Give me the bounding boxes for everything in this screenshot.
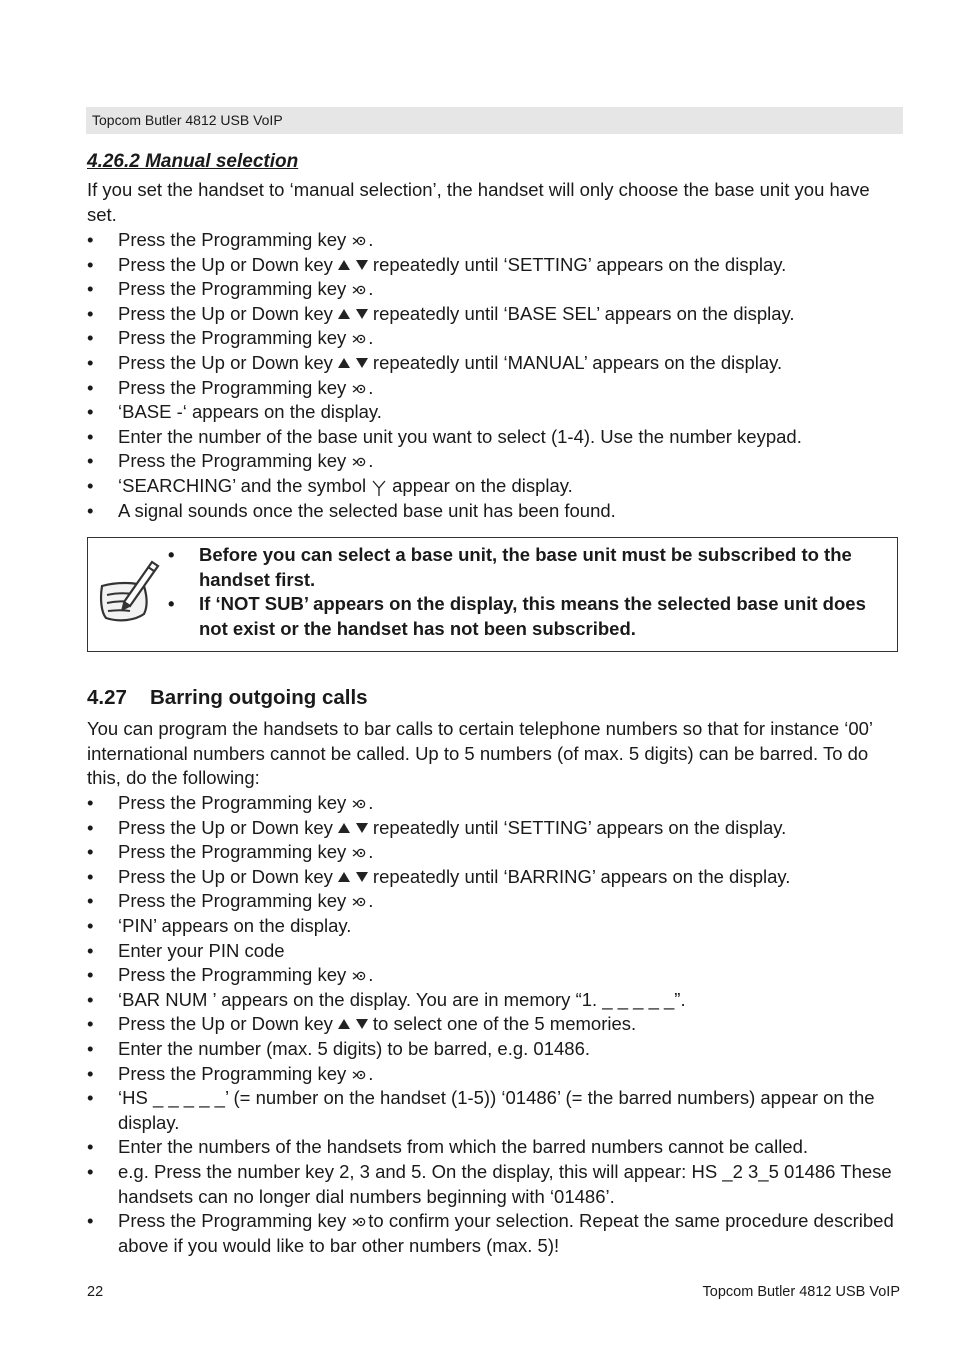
step-text-after: repeatedly until ‘MANUAL’ appears on the display. [372,351,783,373]
footer-product: Topcom Butler 4812 USB VoIP [702,1284,900,1300]
step-text: Press the Programming key [118,450,347,472]
step-text: Press the Programming key [118,890,347,912]
bullet: • [87,1136,94,1158]
step-item [87,1086,903,1135]
step-item [87,840,903,865]
step-text-after: . [368,964,374,986]
bullet: • [87,327,94,349]
programming-key-icon [352,279,366,293]
step-item [87,1160,903,1209]
step-text: A signal sounds once the selected base unit has been found. [118,499,616,521]
up-down-arrows-icon [337,865,369,877]
bullet: • [87,939,94,961]
step-text-after: . [368,1062,374,1084]
step-text-after: repeatedly until ‘BASE SEL’ appears on the display. [372,302,795,324]
step-item [87,400,903,425]
step-text-after: . [368,376,374,398]
step-text: Press the Programming key [118,1210,347,1232]
note-item: • Before you can select a base unit, the base unit must be subscribed to the handset first. [168,544,852,590]
step-item [87,939,903,964]
section-title: Barring outgoing calls [150,686,368,709]
step-item [87,914,903,939]
step-item [87,889,903,914]
step-text: Press the Up or Down key [118,253,333,275]
step-text: Press the Programming key [118,1062,347,1084]
bullet: • [87,816,94,838]
programming-key-icon [352,230,366,244]
up-down-arrows-icon [337,253,369,265]
step-text: Press the Up or Down key [118,351,333,373]
step-item [87,425,903,450]
step-item [87,253,903,278]
section-number: 4.27 [87,686,127,709]
step-item [87,1062,903,1087]
step-item [87,865,903,890]
step-item [87,351,903,376]
bullet: • [87,865,94,887]
step-text: ‘BASE -‘ appears on the display. [118,401,382,423]
step-text: Press the Programming key [118,964,347,986]
step-text: Enter your PIN code [118,939,285,961]
step-text-after: . [368,890,374,912]
programming-key-icon [352,451,366,465]
step-text-after: . [368,841,374,863]
programming-key-icon [352,842,366,856]
step-text-after: repeatedly until ‘BARRING’ appears on the display. [372,865,791,887]
step-item [87,988,903,1013]
manual-selection-intro: If you set the handset to ‘manual selection’, the handset will only choose the base unit you have set. [87,179,870,225]
barring-intro: You can program the handsets to bar calls to certain telephone numbers so that for instance ‘00’ international numbers cannot be called. Up to 5 numbers (of max. 5 digits) can be barred. To do this, do the following: [87,718,873,788]
step-text: Press the Programming key [118,841,347,863]
antenna-icon [372,479,386,497]
barring-steps [87,791,903,1258]
step-text: ‘SEARCHING’ and the symbol [118,474,367,496]
step-text: Enter the numbers of the handsets from which the barred numbers cannot be called. [118,1136,809,1158]
note-item: • If ‘NOT SUB’ appears on the display, this means the selected base unit does not exist or the handset has not been subscribed. [168,593,866,639]
step-text-after: appear on the display. [392,474,573,496]
programming-key-icon [352,328,366,342]
step-item [87,326,903,351]
bullet: • [87,1062,94,1084]
bullet: • [87,450,94,472]
step-text: Press the Up or Down key [118,1013,333,1035]
step-text: e.g. Press the number key 2, 3 and 5. On the display, this will appear: HS _2 3_5 01486 These handsets can no longer dial numbers beginning with ‘01486’. [118,1160,892,1207]
bullet: • [87,914,94,936]
step-text-after: . [368,450,374,472]
step-text-after: to select one of the 5 memories. [372,1013,637,1035]
step-item [87,816,903,841]
programming-key-icon [352,891,366,905]
step-item [87,963,903,988]
step-text: Press the Programming key [118,278,347,300]
manual-selection-steps [87,228,903,523]
bullet: • [87,499,94,521]
bullet: • [87,253,94,275]
programming-key-icon [352,378,366,392]
step-text-after: . [368,327,374,349]
step-text: Press the Up or Down key [118,302,333,324]
step-text-after: repeatedly until ‘SETTING’ appears on the display. [372,816,787,838]
bullet: • [87,1210,94,1232]
step-item [87,228,903,253]
bullet: • [87,425,94,447]
bullet: • [87,1160,94,1182]
step-text-after: to confirm your selection. Repeat the same procedure described above if you would like to bar other numbers (max. 5)! [118,1210,894,1256]
step-item [87,277,903,302]
step-text: Press the Programming key [118,229,347,250]
note-list [168,543,888,641]
step-text: Press the Programming key [118,792,347,813]
step-text: Enter the number (max. 5 digits) to be barred, e.g. 01486. [118,1037,591,1059]
step-item [87,1012,903,1037]
step-item [87,449,903,474]
bullet: • [87,302,94,324]
bullet: • [87,376,94,398]
note-text: Before you can select a base unit, the base unit must be subscribed to the handset first. [199,544,852,590]
step-text-after: . [368,278,374,300]
step-text: ‘BAR NUM ’ appears on the display. You are in memory “1. _ _ _ _ _”. [118,988,686,1010]
step-item [87,1037,903,1062]
bullet: • [87,229,94,250]
step-item [87,1209,903,1258]
bullet: • [87,1037,94,1059]
step-item [87,499,903,524]
note-box [87,537,898,652]
up-down-arrows-icon [337,1012,369,1024]
barring-heading [87,686,368,710]
bullet: • [87,1013,94,1035]
step-text: Press the Programming key [118,376,347,398]
page-number: 22 [87,1284,104,1300]
bullet: • [87,474,94,496]
bullet: • [87,1087,94,1109]
step-item [87,474,903,499]
step-item [87,302,903,327]
running-header [86,107,903,134]
step-text-after: . [368,792,374,813]
up-down-arrows-icon [337,302,369,314]
bullet: • [87,401,94,423]
up-down-arrows-icon [337,816,369,828]
step-text: ‘HS _ _ _ _ _’ (= number on the handset (1-5)) ‘01486’ (= the barred numbers) appear on the display. [118,1087,875,1133]
bullet: • [87,988,94,1010]
manual-selection-heading: 4.26.2 Manual selection [87,151,299,172]
step-text-after: repeatedly until ‘SETTING’ appears on the display. [372,253,787,275]
bullet: • [87,351,94,373]
step-text-after: . [368,229,374,250]
step-item [87,1135,903,1160]
bullet: • [87,792,94,813]
note-text: If ‘NOT SUB’ appears on the display, this means the selected base unit does not exist or the handset has not been subscribed. [199,593,866,639]
up-down-arrows-icon [337,351,369,363]
header-title: Topcom Butler 4812 USB VoIP [92,112,283,128]
step-item [87,376,903,401]
programming-key-icon [352,1064,366,1078]
note-pen-icon [94,556,160,628]
step-text: Press the Programming key [118,327,347,349]
step-text: Press the Up or Down key [118,816,333,838]
step-item [87,791,903,816]
step-text: ‘PIN’ appears on the display. [118,914,352,936]
step-text: Press the Up or Down key [118,865,333,887]
programming-key-icon [352,965,366,979]
step-text: Enter the number of the base unit you want to select (1-4). Use the number keypad. [118,425,802,447]
programming-key-icon [352,1211,366,1225]
bullet: • [87,964,94,986]
bullet: • [87,841,94,863]
bullet: • [87,278,94,300]
programming-key-icon [352,793,366,807]
bullet: • [87,890,94,912]
